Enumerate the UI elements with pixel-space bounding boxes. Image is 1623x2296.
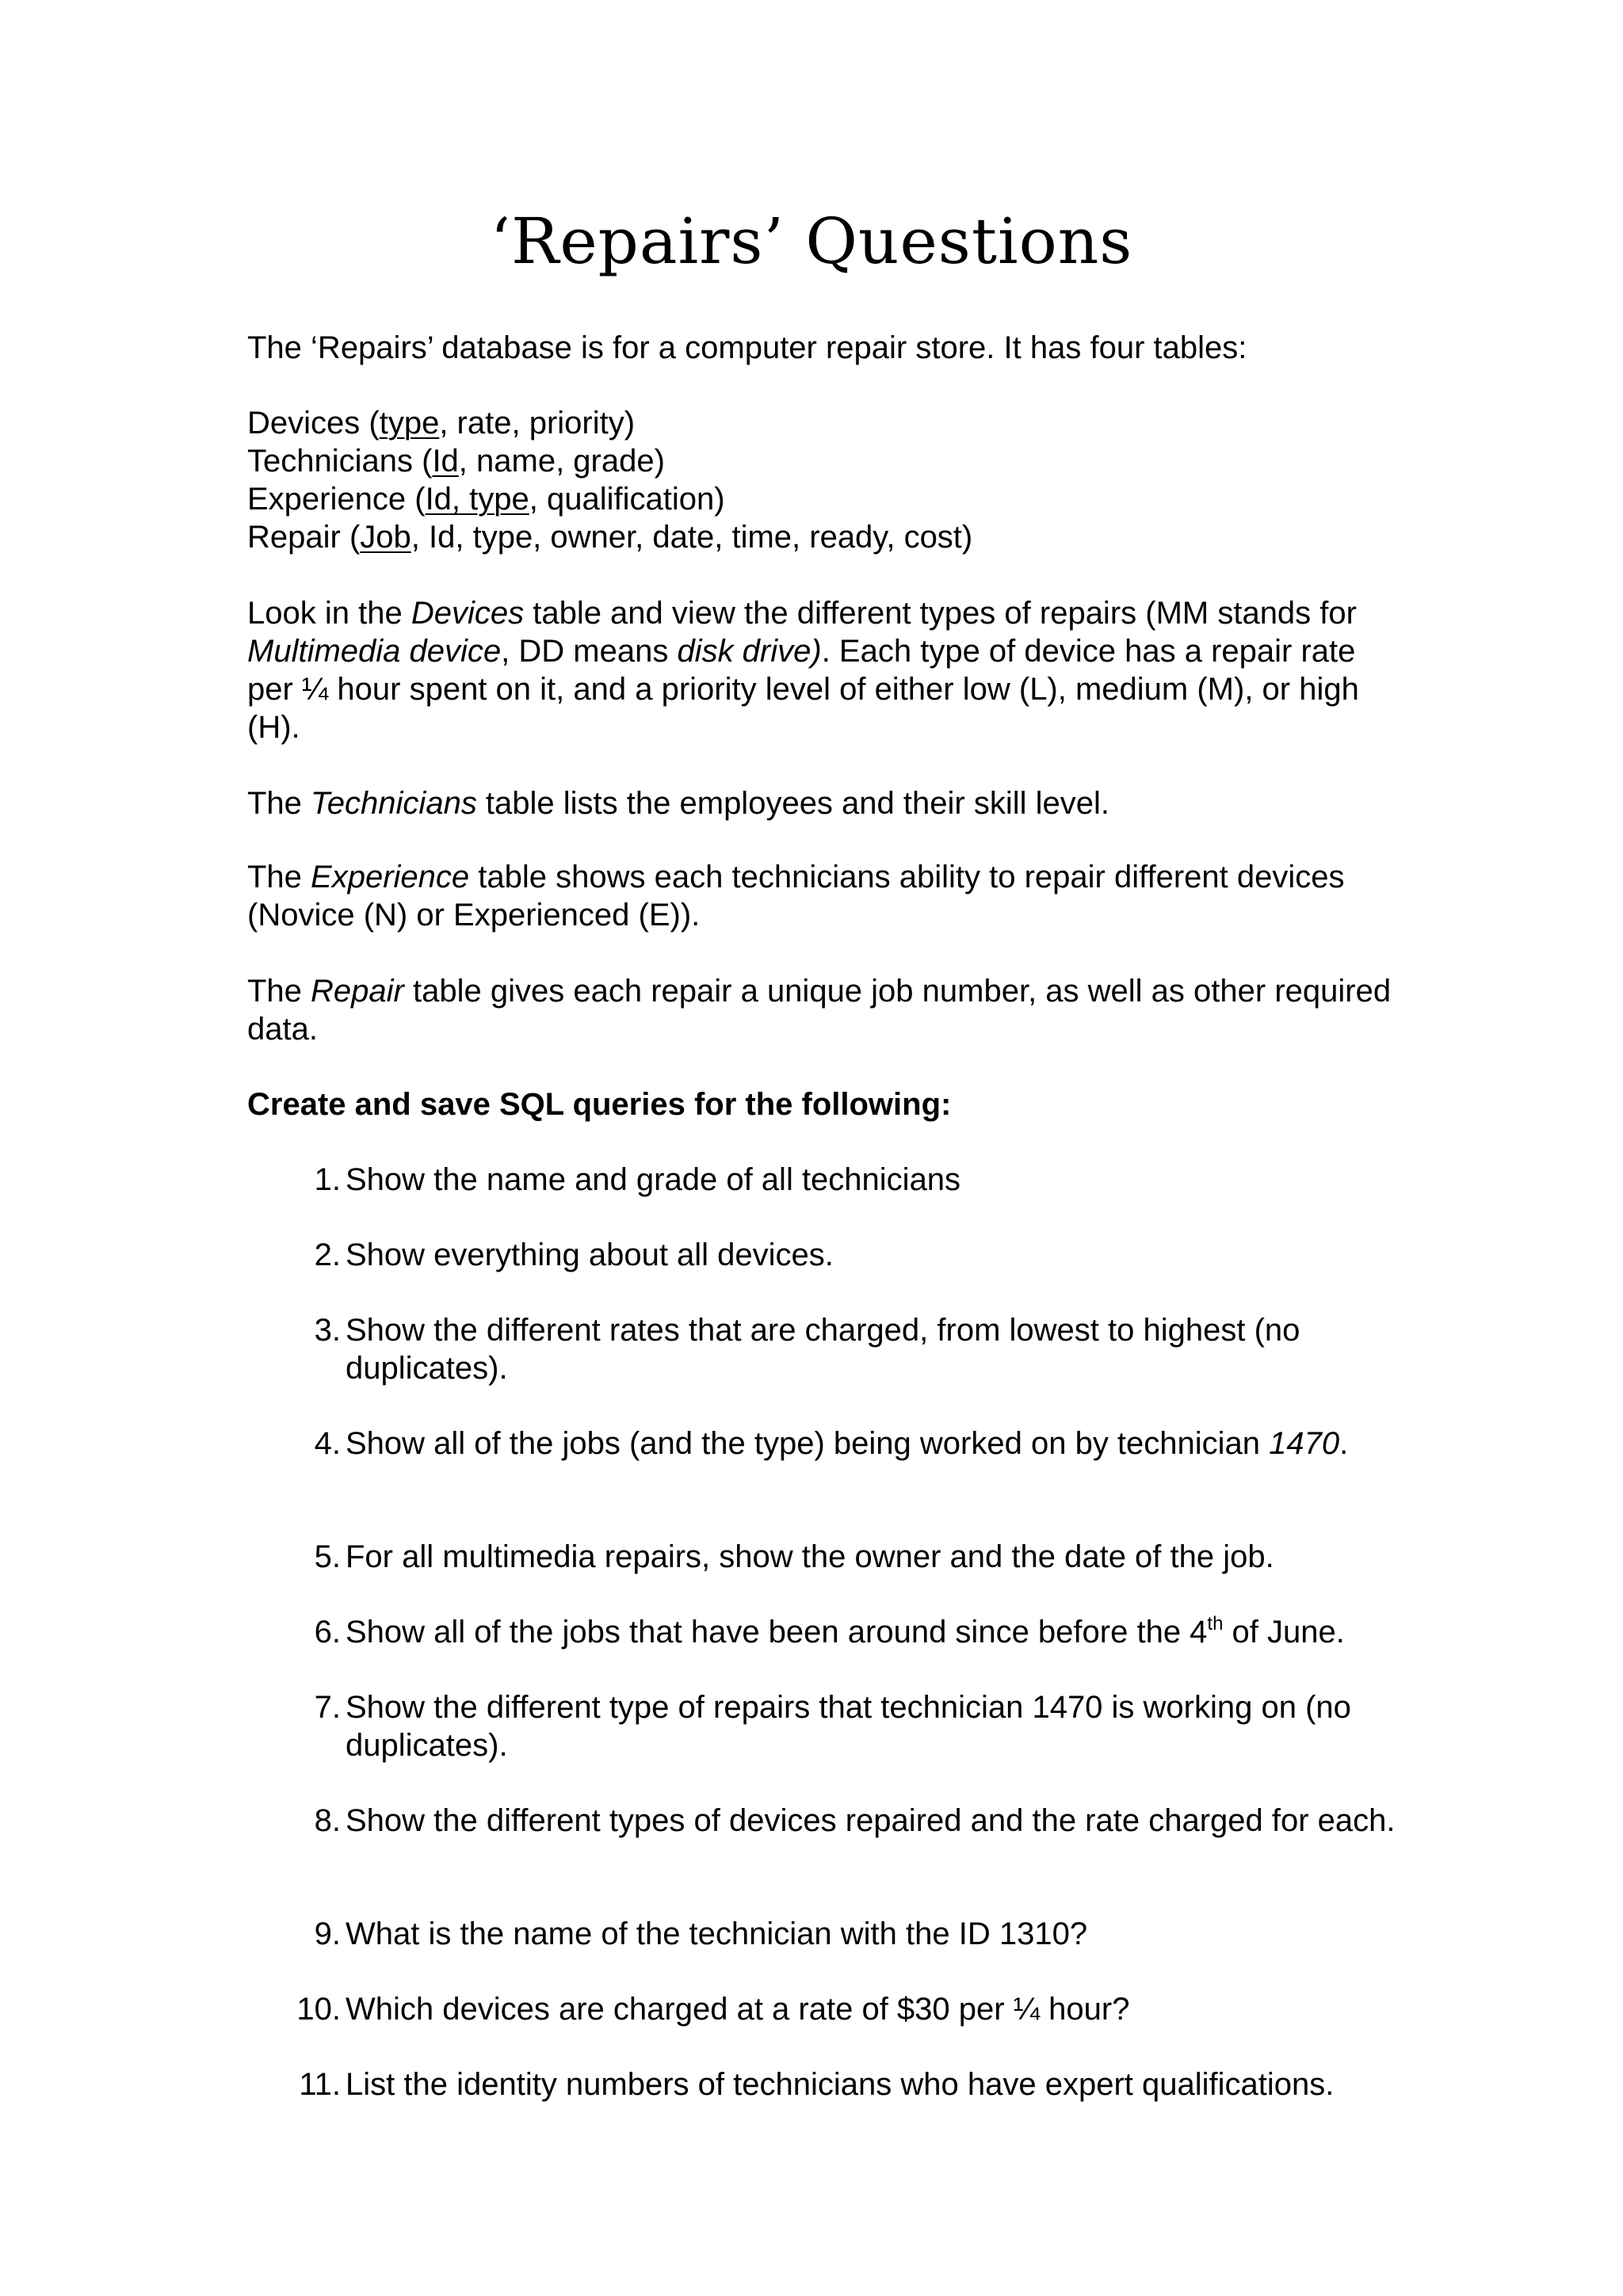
document-page: ‘Repairs’ Questions The ‘Repairs’ database is for a computer repair store. It has four tables: Devices (type, rate, priority) Technicians (Id, name, grade) Experience (Id, type, qualification) Repair (Job, Id, type, owner, date, time, ready, cost) Look in the Devices table and view the different types of repairs (MM stands for Multimedia device, DD means disk drive). Each type of device has a repair rate per ¼ hour spent on it, and a priority level of either low (L), medium (M), or high (H). The Technicians table lists the employees and their skill level. The Experience table shows each technicians ability to repair different devices (Novice (N) or Experienced (E)). The Repair table gives each repair a unique job number, as well as other required data. Create and save SQL queries for the following: 1. Show the name and grade of all technicians 2. Show everything about all devices. 3. Show the different rates that are charged, from lowest to highest (no duplicates). 4. Show all of the jobs (and the type) being worked on by technician 1470. 5. For all multimedia repairs, show the owner and the date of the job. 6. Show all of the jobs that have been around since before the 4th of June. 7. Show the different type of repairs that technician 1470 is working on (no duplicates). 8. Show the different types of devices repaired and the rate charged for each. 9. What is the name of the technician with the ID 1310? 10. Which devices are charged at a rate of $30 per ¼ hour? 11. List the identity numbers of technicians who have expert qualifications. <box>0 0 1623 2296</box>
instruction-heading: Create and save SQL queries for the following: <box>247 1087 952 1122</box>
experience-paragraph: The Experience table shows each technicians ability to repair different devices (Novice (N) or Experienced (E)). <box>247 860 1345 933</box>
intro-paragraph: The ‘Repairs’ database is for a computer repair store. It has four tables: <box>247 330 1247 365</box>
schema-experience: Experience (Id, type, qualification) <box>247 482 725 517</box>
primary-key: Job <box>360 520 411 555</box>
schema-devices: Devices (type, rate, priority) <box>247 406 636 441</box>
page-title: ‘Repairs’ Questions <box>490 204 1133 278</box>
repair-paragraph: The Repair table gives each repair a unique job number, as well as other required data. <box>247 974 1392 1047</box>
primary-key: type <box>379 406 440 441</box>
primary-key: Id, type <box>425 482 529 517</box>
schema-repair: Repair (Job, Id, type, owner, date, time, ready, cost) <box>247 520 973 555</box>
technicians-paragraph: The Technicians table lists the employees and their skill level. <box>247 786 1109 821</box>
devices-paragraph: Look in the Devices table and view the different types of repairs (MM stands for Multimedia device, DD means disk drive). Each type of device has a repair rate per ¼ hour spent on it, and a priority level of either low (L), medium (M), or high (H). <box>247 596 1359 745</box>
primary-key: Id <box>432 444 459 479</box>
schema-technicians: Technicians (Id, name, grade) <box>247 444 665 479</box>
